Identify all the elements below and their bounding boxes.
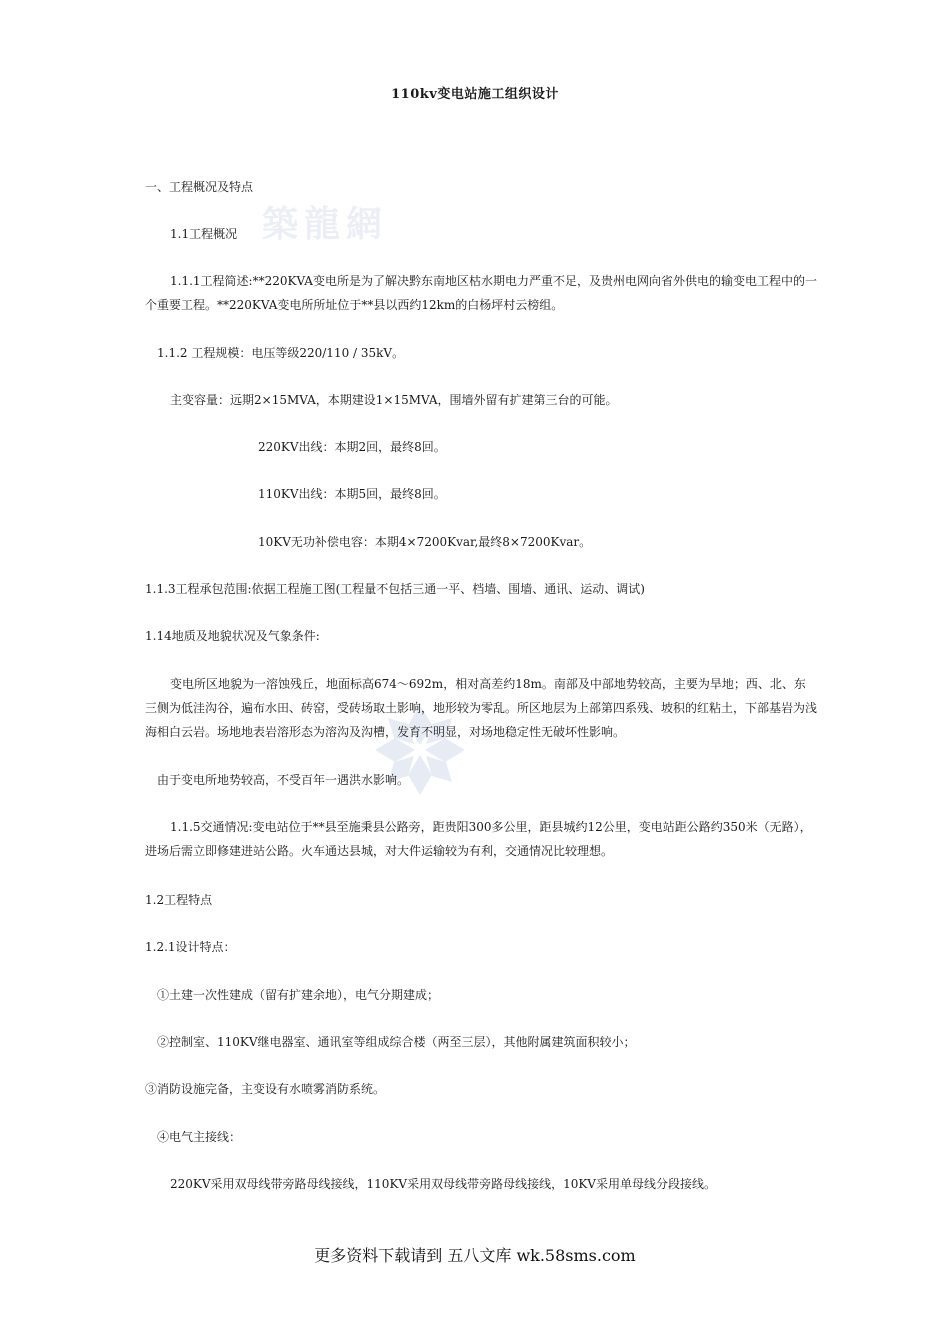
paragraph-1-1-5: 1.1.5交通情况:变电站位于**县至施秉县公路旁，距贵阳300多公里，距县城约12公里，变电站距公路约350米（无路），进场后需立即修建进站公路。火车通达县城，对大件运输较为有利，交通情况比较理想。 — [145, 820, 812, 858]
footer-download-note: 更多资料下载请到 五八文库 wk.58sms.com — [314, 1246, 636, 1265]
list-item-2: ②控制室、110KV继电器室、通讯室等组成综合楼（两至三层），其他附属建筑面积较小； — [157, 1035, 636, 1049]
list-item-1: ①土建一次性建成（留有扩建余地），电气分期建成； — [157, 988, 440, 1002]
paragraph-1-14: 1.14地质及地貌状况及气象条件: — [145, 629, 320, 643]
paragraph-main-wiring: 220KV采用双母线带旁路母线接线，110KV采用双母线带旁路母线接线，10KV采用单母线分段接线。 — [170, 1177, 716, 1191]
subsection-heading-1-2-1: 1.2.1设计特点： — [145, 940, 236, 954]
list-item-4: ④电气主接线： — [157, 1130, 242, 1144]
paragraph-flood: 由于变电所地势较高，不受百年一遇洪水影响。 — [157, 773, 410, 787]
paragraph-transformer-capacity: 主变容量：远期2×15MVA，本期建设1×15MVA，围墙外留有扩建第三台的可能。 — [170, 393, 618, 407]
paragraph-1-1-1: 1.1.1工程简述:**220KVA变电所是为了解决黔东南地区枯水期电力严重不足，及贵州电网向省外供电的输变电工程中的一个重要工程。**220KVA变电所所址位于**县以西约12km的白杨坪村云榜组。 — [145, 274, 817, 312]
subsection-heading-1-2: 1.2工程特点 — [145, 893, 213, 907]
paragraph-geology: 变电所区地貌为一溶蚀残丘，地面标高674～692m，相对高差约18m。南部及中部地势较高，主要为旱地；西、北、东三侧为低洼沟谷，遍布水田、砖窑，受砖场取土影响，地形较为零乱。所区地层为上部第四系残、坡积的红粘土，下部基岩为浅海相白云岩。场地地表岩溶形态为溶沟及沟槽，发育不明显，对场地稳定性无破坏性影响。 — [145, 677, 818, 739]
paragraph-220kv-outlets: 220KV出线：本期2回，最终8回。 — [258, 440, 446, 454]
list-item-3: ③消防设施完备，主变设有水喷雾消防系统。 — [145, 1082, 386, 1096]
watermark-text: 築龍網 — [262, 203, 389, 245]
paragraph-1-1-2: 1.1.2 工程规模：电压等级220/110 / 35kV。 — [157, 346, 405, 360]
subsection-heading-1-1: 1.1工程概况 — [170, 227, 238, 241]
paragraph-110kv-outlets: 110KV出线：本期5回，最终8回。 — [258, 487, 446, 501]
paragraph-1-1-3: 1.1.3工程承包范围:依据工程施工图(工程量不包括三通一平、档墙、围墙、通讯、运动、调试) — [145, 582, 645, 596]
document-title: 110kv变电站施工组织设计 — [391, 87, 559, 102]
paragraph-10kv-compensation: 10KV无功补偿电容：本期4×7200Kvar,最终8×7200Kvar。 — [258, 535, 592, 549]
section-heading-overview: 一、工程概况及特点 — [145, 180, 254, 194]
